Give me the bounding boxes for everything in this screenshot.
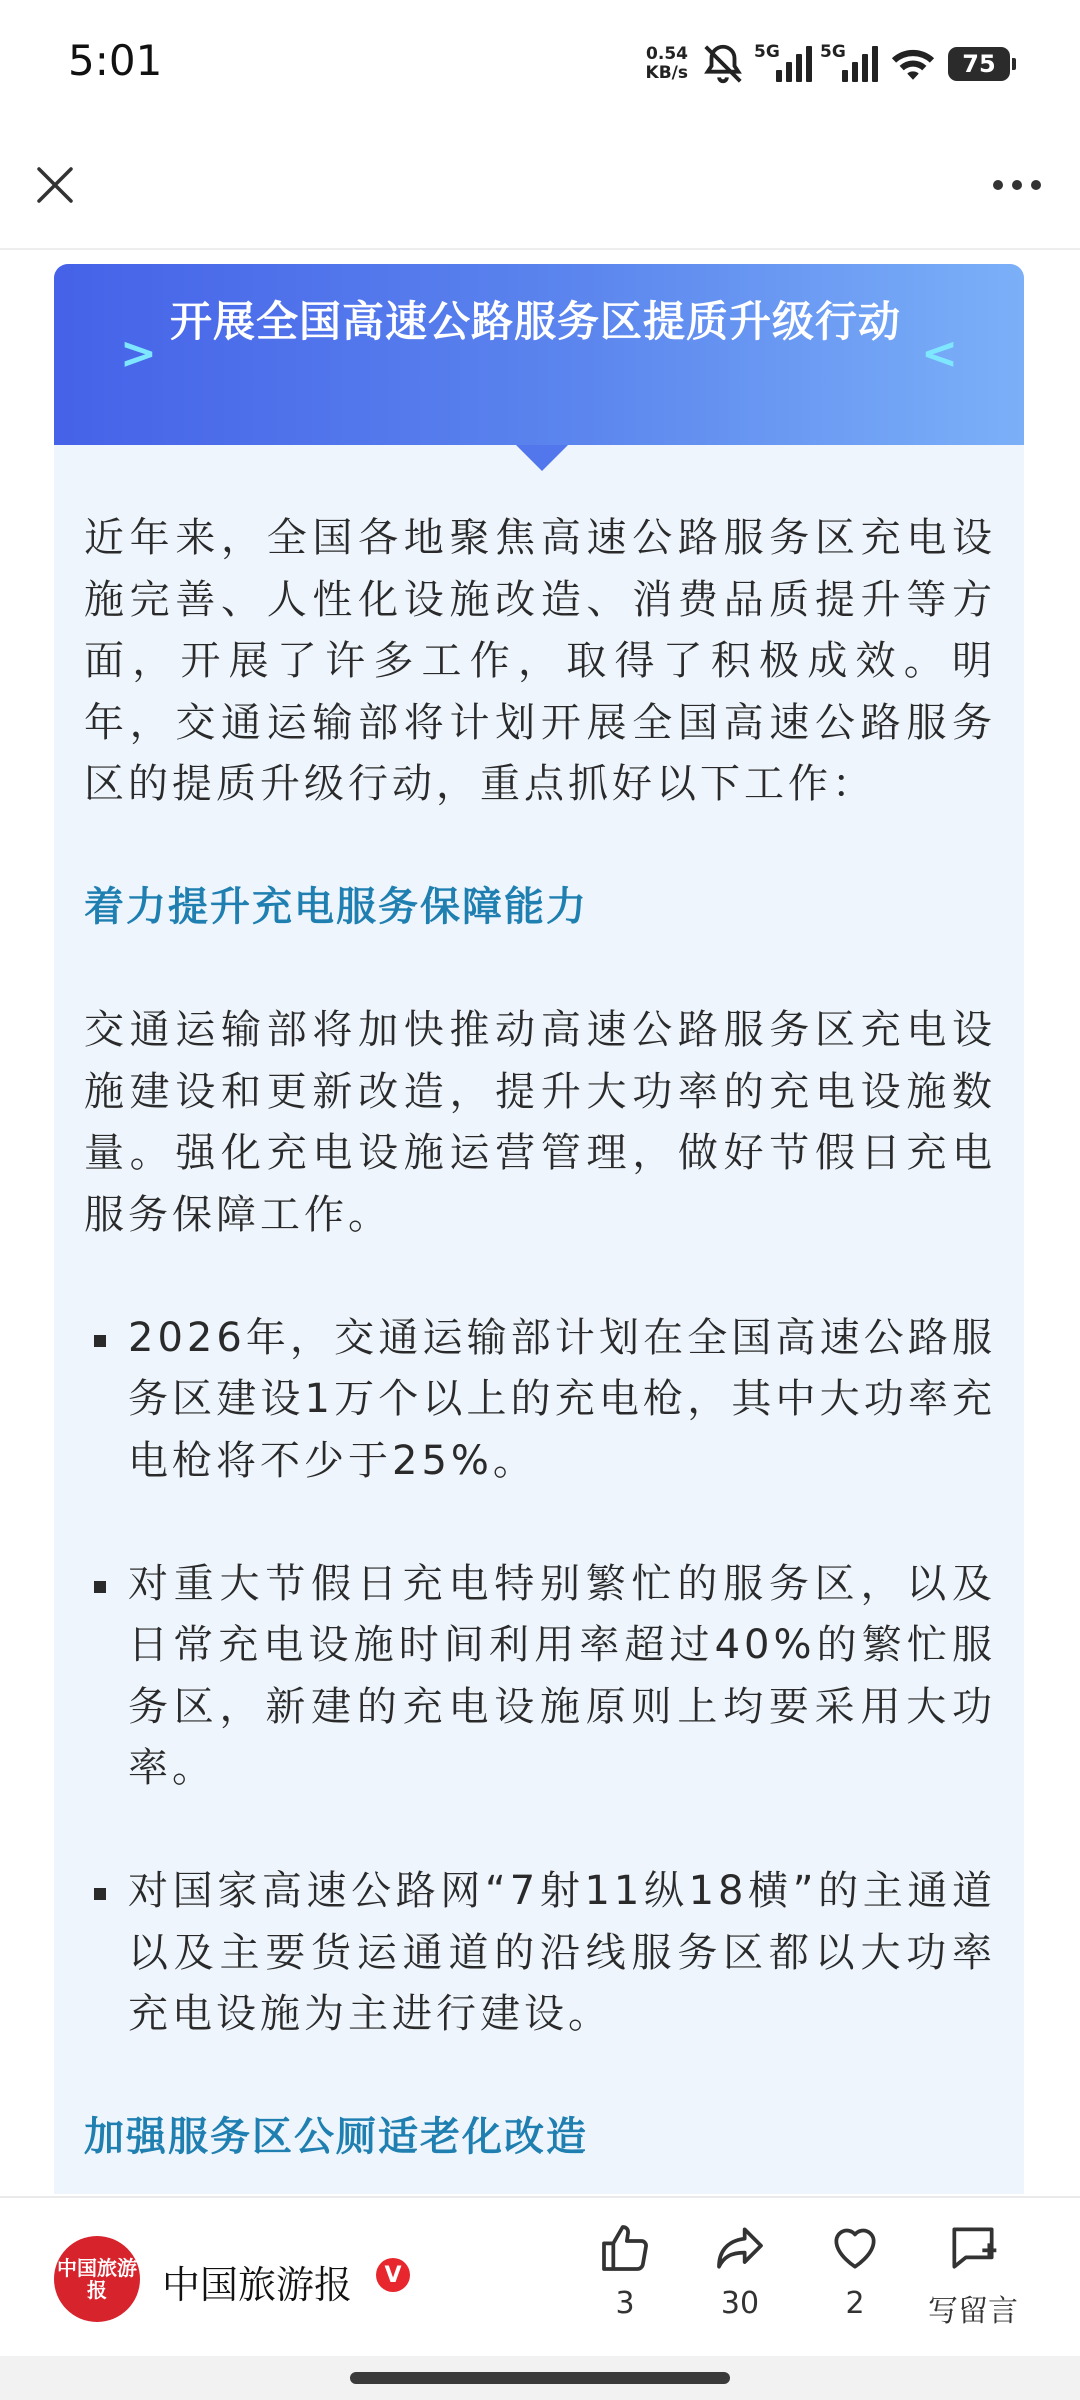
publisher-logo-text: 中国旅游报 [57, 2256, 137, 2302]
share-count: 30 [720, 2286, 760, 2321]
net-speed-unit: KB/s [645, 63, 688, 83]
subheading-toilet: 加强服务区公厕适老化改造 [84, 2114, 588, 2160]
article-body [84, 508, 996, 2169]
signal-sim1-icon [754, 42, 812, 82]
section-header-banner [54, 264, 1024, 445]
comment-label: 写留言 [928, 2294, 1018, 2329]
sim1-label: 5G [754, 42, 780, 62]
status-time: 5:01 [68, 36, 163, 85]
like-button[interactable] [570, 2220, 680, 2340]
section-header-title: 开展全国高速公路服务区提质升级行动 [170, 297, 902, 346]
header-notch [516, 445, 568, 471]
charging-paragraph: 交通运输部将加快推动高速公路服务区充电设施建设和更新改造，提升大功率的充电设施数量。强化充电设施运营管理，做好节假日充电服务保障工作。 [84, 1007, 996, 1238]
more-options-button[interactable] [982, 158, 1052, 212]
close-button[interactable] [28, 158, 82, 212]
home-indicator[interactable] [350, 2372, 730, 2384]
network-speed [646, 45, 688, 83]
gesture-bar [0, 2356, 1080, 2400]
close-icon [35, 165, 75, 205]
sim2-label: 5G [820, 42, 846, 62]
status-bar [0, 0, 1080, 120]
bottom-action-bar [0, 2196, 1080, 2356]
bullet-item-1: 2026年，交通运输部计划在全国高速公路服务区建设1万个以上的充电枪，其中大功率充电枪将不少于25%。 [84, 1308, 996, 1493]
chevron-left-icon: < [921, 328, 958, 379]
bullet-item-2: 对重大节假日充电特别繁忙的服务区，以及日常充电设施时间利用率超过40%的繁忙服务区，新建的充电设施原则上均要采用大功率。 [84, 1554, 996, 1800]
net-speed-value: 0.54 [646, 44, 688, 64]
like-count: 3 [615, 2286, 635, 2321]
wifi-icon [890, 44, 936, 84]
bell-off-icon [700, 41, 746, 87]
battery-level: 75 [962, 50, 996, 78]
article-card [54, 264, 1024, 2194]
favorite-count: 2 [845, 2286, 865, 2321]
signal-sim2-icon [820, 42, 878, 82]
publisher-name[interactable]: 中国旅游报 [162, 2263, 353, 2307]
write-comment-button[interactable] [918, 2220, 1028, 2340]
comment-add-icon [945, 2220, 1001, 2276]
share-button[interactable] [685, 2220, 795, 2340]
battery-icon [948, 47, 1010, 81]
chevron-right-icon: > [120, 328, 157, 379]
heart-icon [827, 2220, 883, 2276]
bullet-item-3: 对国家高速公路网“7射11纵18横”的主通道以及主要货运通道的沿线服务区都以大功率充电设施为主进行建设。 [84, 1861, 996, 2046]
verified-badge: V [376, 2258, 410, 2292]
intro-paragraph: 近年来，全国各地聚焦高速公路服务区充电设施完善、人性化设施改造、消费品质提升等方面，开展了许多工作，取得了积极成效。明年，交通运输部将计划开展全国高速公路服务区的提质升级行动，重点抓好以下工作： [84, 515, 996, 807]
status-icons [646, 36, 1010, 92]
share-arrow-icon [712, 2220, 768, 2276]
thumbs-up-icon [597, 2220, 653, 2276]
more-dots-icon [993, 180, 1003, 190]
publisher-logo[interactable] [54, 2236, 140, 2322]
top-nav [0, 120, 1080, 250]
favorite-button[interactable] [800, 2220, 910, 2340]
subheading-charging: 着力提升充电服务保障能力 [84, 884, 588, 930]
